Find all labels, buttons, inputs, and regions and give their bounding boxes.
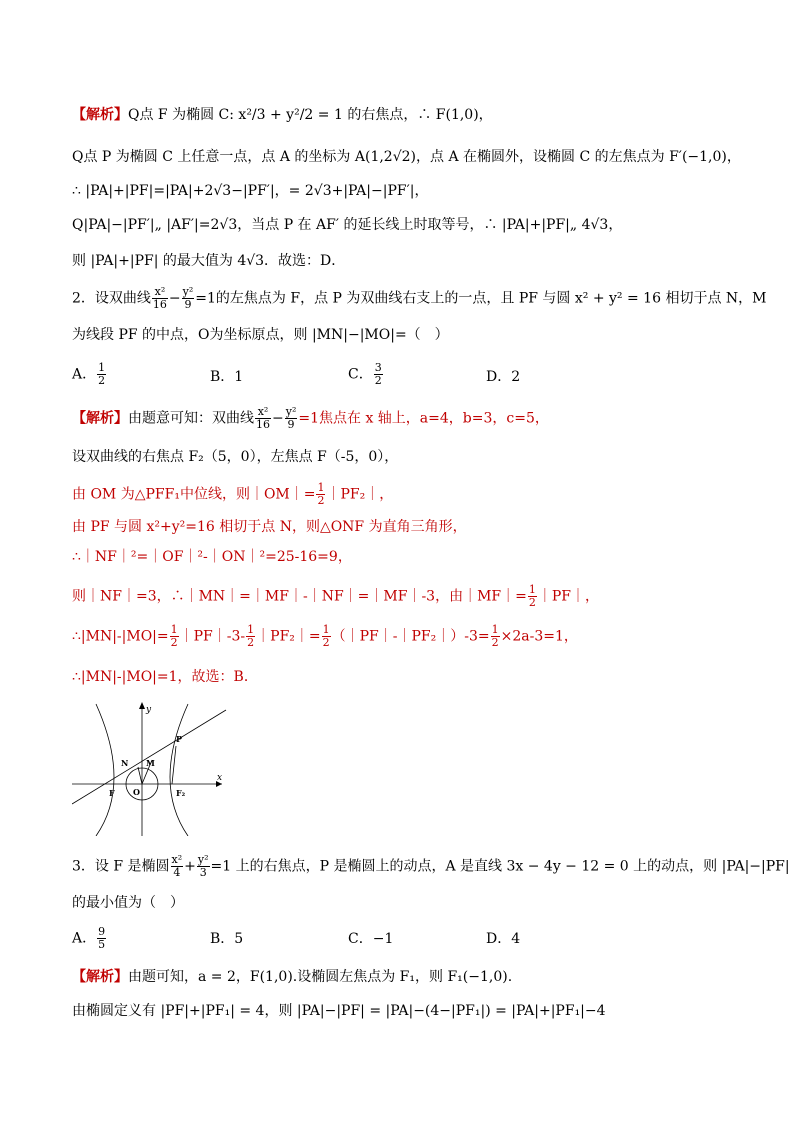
sol1-line5: 则 |PA|+|PF| 的最大值为 4√3．故选：D． (72, 253, 346, 269)
q3-option-c: C．−1 (348, 931, 394, 947)
label-n: N (121, 758, 129, 768)
q3-option-b: B．5 (210, 931, 244, 947)
q2-option-b: B．1 (210, 369, 244, 385)
sol2-line5: ∴｜NF｜²=｜OF｜²-｜ON｜²=25-16=9， (72, 549, 352, 565)
q3-option-a: A． $\frac{9}{5}$ (72, 925, 106, 951)
hyperbola-right-branch (170, 704, 188, 836)
q2-option-a: A． $\frac{1}{2}$ (72, 361, 106, 387)
q3-stem-line1: 3．设 F 是椭圆 $\frac{\text{x²}}{4}$ + $\frac{\text{y²}}{3}$ =1 上的右焦点，P 是椭圆上的动点，A 是直线 3x − 4y − 12 = 0 上的动点，则 |PA|−|PF| (72, 853, 790, 879)
sol2-line1: 【解析】由题意可知：双曲线 $\frac{\text{x²}}{16}$ − $\frac{\text{y²}}{9}$ =1焦点在 x 轴上，a=4，b=3，c=5， (72, 405, 549, 431)
sol1-line3: ∴ |PA|+|PF|=|PA|+2√3−|PF′|，= 2√3+|PA|−|PF′|， (72, 183, 429, 199)
analysis-tag: 【解析】 (72, 107, 128, 123)
q3-option-d: D．4 (486, 931, 521, 947)
hyperbola-left-branch (96, 704, 114, 836)
q3-stem-line2: 的最小值为（ ） (72, 895, 184, 911)
sol2-line6: 则｜NF｜=3，∴｜MN｜=｜MF｜-｜NF｜=｜MF｜-3，由｜MF｜= $\frac{1}{2}$ ｜PF｜， (72, 583, 599, 609)
q2-option-c: C． $\frac{3}{2}$ (348, 361, 382, 387)
analysis-tag-3: 【解析】 (72, 969, 128, 985)
q2-frac-x: $\frac{\text{x²}}{16}$ (152, 285, 167, 311)
label-f: F (109, 788, 115, 798)
q2-frac-y: $\frac{\text{y²}}{9}$ (182, 285, 194, 311)
sol1-line4: Q|PA|−|PF′|„ |AF′|=2√3，当点 P 在 AF′ 的延长线上时取等号，∴ |PA|+|PF|„ 4√3， (72, 217, 623, 233)
sol2-line7: ∴|MN|-|MO|= $\frac{1}{2}$ ｜PF｜-3- $\frac{1}{2}$ ｜PF₂｜= $\frac{1}{2}$ （｜PF｜-｜PF₂｜）-3= $\frac{1}{2}$ ×2a-3=1， (72, 623, 578, 649)
sol2-line8: ∴|MN|-|MO|=1，故选：B． (72, 669, 258, 685)
sol2-text-suffix: =1焦点在 x 轴上，a=4，b=3，c=5， (298, 410, 549, 427)
q2-stem-prefix: 2．设双曲线 (72, 290, 151, 307)
sol1-line2: Q点 P 为椭圆 C 上任意一点，点 A 的坐标为 A(1,2√2)，点 A 在椭圆外，设椭圆 C 的左焦点为 F′(−1,0)， (72, 149, 741, 165)
sol2-text-prefix: 由题意可知：双曲线 (128, 410, 254, 427)
y-axis-arrow-icon (139, 702, 145, 709)
label-m: M (146, 758, 155, 768)
sol3-line2: 由椭圆定义有 |PF|+|PF₁| = 4，则 |PA|−|PF| = |PA|−(4−|PF₁|) = |PA|+|PF₁|−4 (72, 1003, 606, 1019)
segment-on (138, 767, 142, 784)
sol1-line1 (72, 104, 493, 126)
sol3-line1: 【解析】由题可知，a = 2，F(1,0).设椭圆左焦点为 F₁，则 F₁(−1,0). (72, 969, 513, 985)
tangent-line (72, 710, 226, 804)
label-f2: F₂ (176, 788, 186, 798)
sol2-line4: 由 PF 与圆 x²+y²=16 相切于点 N，则△ONF 为直角三角形， (72, 519, 467, 535)
q2-option-d: D．2 (486, 369, 521, 385)
sol2-line3: 由 OM 为△PFF₁中位线，则｜OM｜= $\frac{1}{2}$ ｜PF₂｜， (72, 481, 394, 507)
label-p: P (176, 734, 183, 744)
q2-stem-line2: 为线段 PF 的中点，O为坐标原点，则 |MN|−|MO|=（ ） (72, 327, 449, 343)
analysis-tag-2: 【解析】 (72, 410, 128, 427)
label-o: O (133, 787, 140, 797)
sol1-text1: Q点 F 为椭圆 C: x²/3 + y²/2 = 1 的右焦点，∴ F(1,0)， (128, 107, 493, 123)
sol2-line2: 设双曲线的右焦点 F₂（5，0），左焦点 F（-5，0）， (72, 449, 399, 465)
q2-stem-line1: 2．设双曲线 $\frac{\text{x²}}{16}$ − $\frac{\text{y²}}{9}$ =1的左焦点为 F，点 P 为双曲线右支上的一点，且 PF 与圆 x² + y² = 16 相切于点 N，M (72, 285, 767, 311)
hyperbola-figure (72, 700, 228, 836)
y-label: y (146, 705, 152, 715)
x-label: x (217, 773, 223, 783)
q2-stem-suffix: =1的左焦点为 F，点 P 为双曲线右支上的一点，且 PF 与圆 x² + y² = 16 相切于点 N，M (195, 290, 767, 307)
